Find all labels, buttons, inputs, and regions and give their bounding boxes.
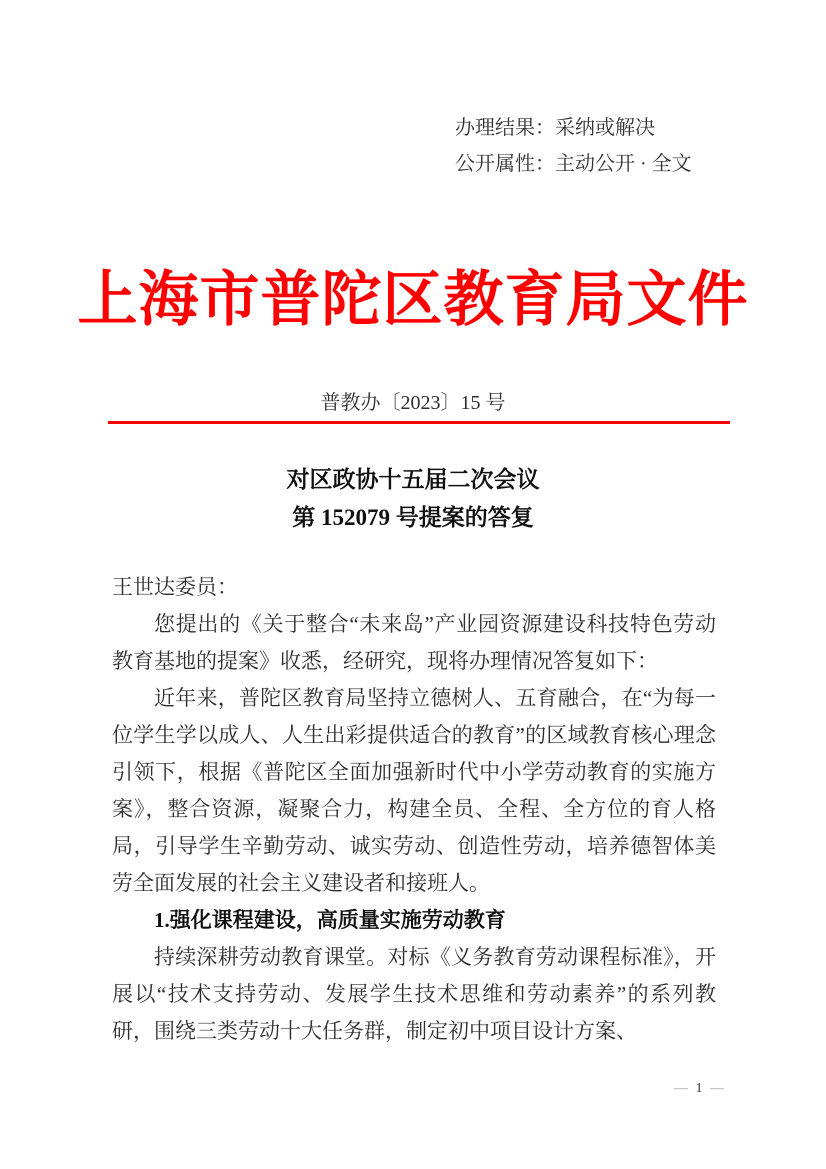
letterhead-divider-rule xyxy=(108,421,730,424)
handling-result-value: 采纳或解决 xyxy=(555,117,655,139)
section-heading: 1.强化课程建设，高质量实施劳动教育 xyxy=(154,908,506,932)
footer-dash-left: — xyxy=(674,1081,690,1096)
document-title-line2: 第 152079 号提案的答复 xyxy=(292,505,534,530)
footer-dash-right: — xyxy=(710,1081,726,1096)
agency-letterhead-title: 上海市普陀区教育局文件 xyxy=(77,267,749,333)
publicity-line xyxy=(455,146,692,182)
body-paragraph: 您提出的《关于整合“未来岛”产业园资源建设科技特色劳动教育基地的提案》收悉，经研究，现将办理情况答复如下： xyxy=(112,612,716,673)
salutation: 王世达委员： xyxy=(112,575,238,599)
handling-result-label: 办理结果： xyxy=(455,117,555,139)
document-number: 普教办〔2023〕15 号 xyxy=(320,392,506,414)
body-paragraph: 持续深耕劳动教育课堂。对标《义务教育劳动课程标准》，开展以“技术支持劳动、发展学生技术思维和劳动素养”的系列教研，围绕三类劳动十大任务群，制定初中项目设计方案、 xyxy=(112,945,716,1043)
publicity-label: 公开属性： xyxy=(455,153,555,175)
header-meta xyxy=(455,110,692,182)
document-title-line1: 对区政协十五届二次会议 xyxy=(286,467,540,492)
body-paragraph: 近年来，普陀区教育局坚持立德树人、五育融合，在“为每一位学生学以成人、人生出彩提供适合的教育”的区域教育核心理念引领下，根据《普陀区全面加强新时代中小学劳动教育的实施方案》，整合资源，凝聚合力，构建全员、全程、全方位的育人格局，引导学生辛勤劳动、诚实劳动、创造性劳动，培养德智体美劳全面发展的社会主义建设者和接班人。 xyxy=(112,686,716,895)
document-title xyxy=(0,461,826,537)
handling-result-line xyxy=(455,110,692,146)
publicity-value: 主动公开 · 全文 xyxy=(555,153,692,175)
page-number-footer xyxy=(645,1081,755,1097)
page-number: 1 xyxy=(695,1081,705,1096)
document-body xyxy=(112,569,716,1050)
